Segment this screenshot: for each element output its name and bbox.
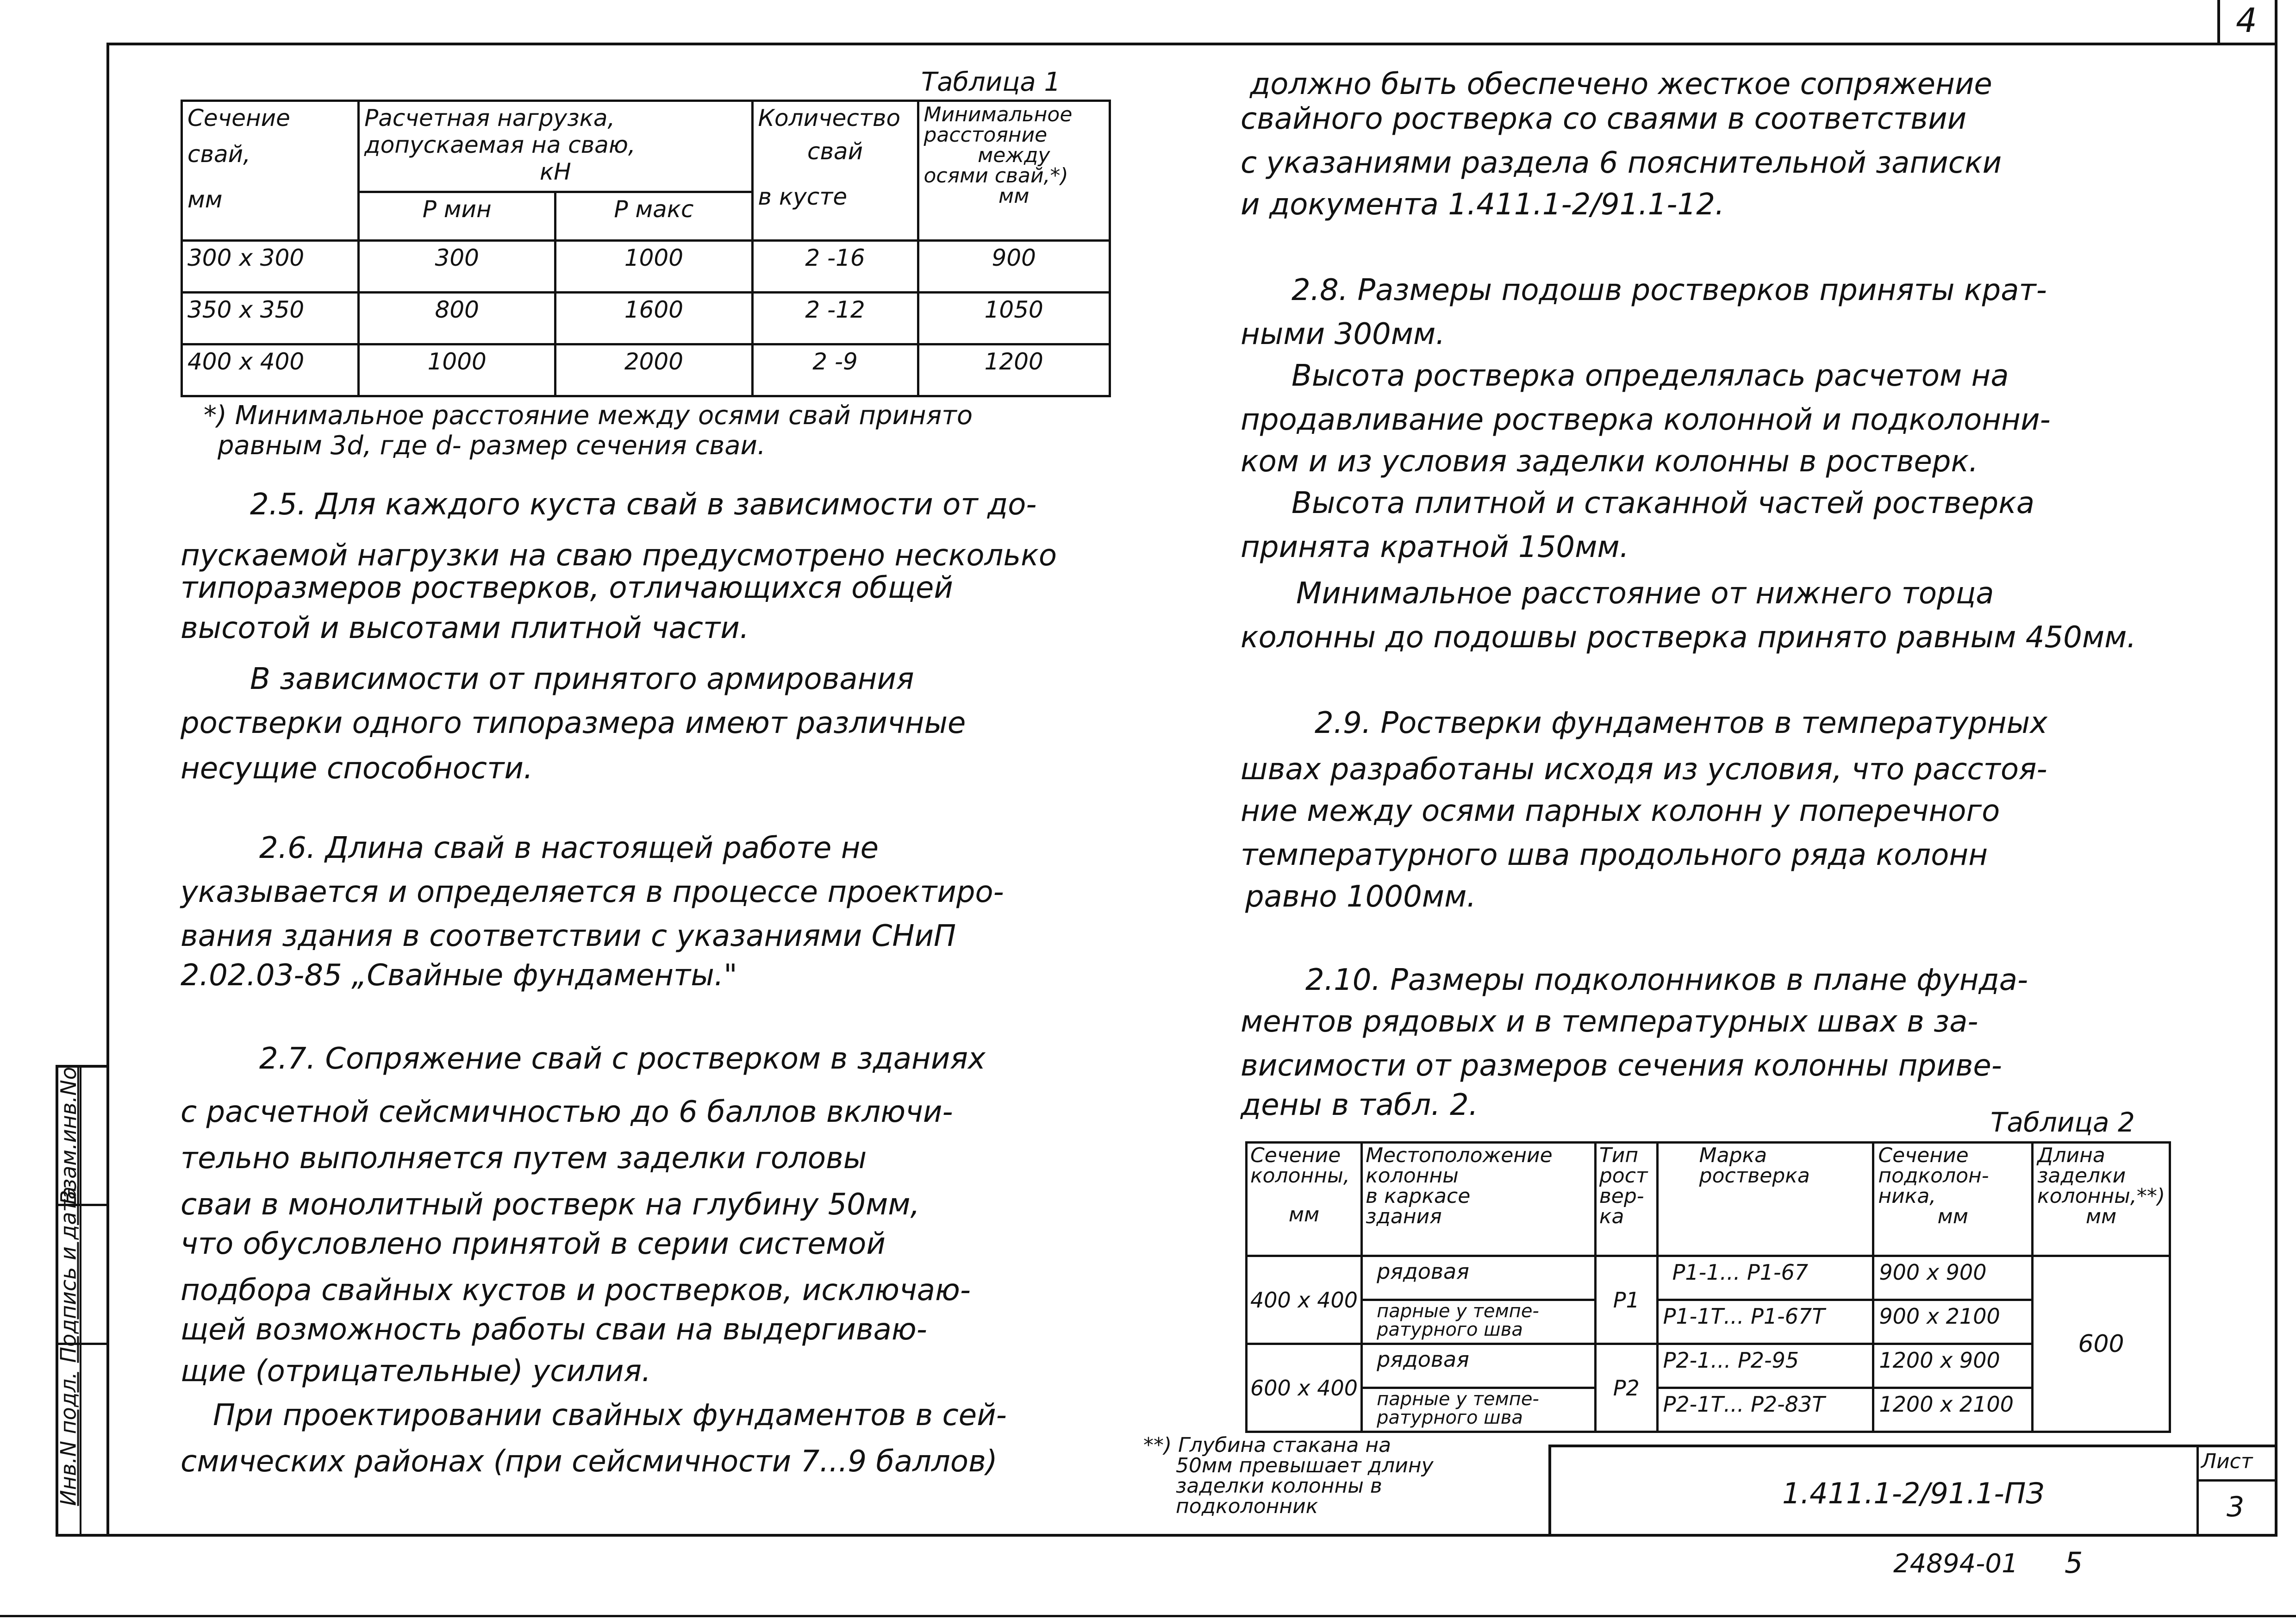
table2-cell-pod: 1200 x 900 [1873,1344,2033,1388]
left-text-line: что обусловлено принятой в серии системой [181,1227,886,1261]
table2-cell-location: парные у темпе- ратурного шва [1362,1300,1596,1344]
bottom-code-num: 5 [2065,1546,2083,1580]
left-text-line: несущие способности. [181,751,533,786]
table2-caption: Таблица 2 [1990,1107,2135,1138]
table1-cell-section: 300 x 300 [182,241,359,293]
table1-row [182,293,1110,344]
table2-row [1247,1344,2170,1388]
table1-footnote-2: равным 3d, где d- размер сечения сваи. [218,431,766,461]
left-text-line: 2.5. Для каждого куста свай в зависимости от до- [250,488,1037,522]
table1-h-pmax: Р макс [614,196,694,223]
table2 [1245,1141,2171,1433]
table1-cell-pmax: 1600 [555,293,752,344]
table1-cell-pmin: 1000 [359,344,555,396]
frame-right-line [2275,0,2277,1537]
sheet-number: 3 [2227,1491,2245,1523]
table1-cell-count: 2 -12 [752,293,918,344]
table2-cell-type: Р1 [1595,1256,1657,1344]
table1-footnote-1: *) Минимальное расстояние между осями свай принято [204,400,973,431]
table2-cell-mark: Р2-1Т... Р2-83Т [1657,1388,1873,1432]
table2-cell-col-section: 400 x 400 [1247,1256,1362,1344]
sheet-label-divider [2196,1479,2275,1482]
table2-h-pod-section: Сечение подколон- ника, мм [1873,1143,2033,1256]
left-text-line: щей возможность работы сваи на выдергиваю- [181,1313,927,1347]
bottom-code: 24894-01 [1893,1549,2018,1579]
table2-cell-pod: 1200 x 2100 [1873,1388,2033,1432]
right-text-line: Высота ростверка определялась расчетом на [1292,359,2009,393]
table2-cell-location: рядовая [1362,1256,1596,1300]
right-text-line: принята кратной 150мм. [1241,530,1629,564]
right-text-line: свайного ростверка со сваями в соответствии [1241,102,1967,136]
table1-cell-count: 2 -9 [752,344,918,396]
left-text-line: пускаемой нагрузки на сваю предусмотрено несколько [181,538,1057,573]
table2-cell-pod: 900 x 900 [1873,1256,2033,1300]
left-text-line: При проектировании свайных фундаментов в сей- [213,1398,1007,1432]
left-text-line: высотой и высотами плитной части. [181,611,749,645]
right-text-line: 2.10. Размеры подколонников в плане фунда- [1305,963,2028,997]
left-text-line: ростверки одного типоразмера имеют различные [181,706,966,740]
right-text-line: 2.9. Ростверки фундаментов в температурных [1315,706,2047,740]
page-bottom-line [0,1615,2296,1617]
sheet-label: Лист [2201,1450,2253,1473]
right-text-line: ными 300мм. [1241,317,1445,351]
right-text-line: швах разработаны исходя из условия, что расстоя- [1241,752,2047,787]
table2-h-col-section: Сечение колонны, мм [1247,1143,1362,1256]
left-text-line: сваи в монолитный ростверк на глубину 50мм, [181,1188,920,1222]
left-text-line: указывается и определяется в процессе проектиро- [181,875,1004,909]
table1-cell-section: 350 x 350 [182,293,359,344]
right-text-line: Высота плитной и стаканной частей ростверка [1292,486,2035,520]
table2-h-location: Местоположение колонны в каркасе здания [1362,1143,1596,1256]
table2-cell-type: Р2 [1595,1344,1657,1432]
side-stamp-signature: Подпись и дата [56,1186,81,1363]
right-text-line: продавливание ростверка колонной и подколонни- [1241,403,2051,437]
table2-cell-location: парные у темпе- ратурного шва [1362,1388,1596,1432]
right-text-line: дены в табл. 2. [1241,1088,1479,1122]
left-text-line: 2.7. Сопряжение свай с ростверком в зданиях [259,1042,986,1076]
right-text-line: ментов рядовых и в температурных швах в за- [1241,1005,1978,1039]
right-text-line: 2.8. Размеры подошв ростверков приняты крат- [1292,273,2047,307]
left-text-line: подбора свайных кустов и ростверков, исключаю- [181,1273,971,1307]
right-text-line: и документа 1.411.1-2/91.1-12. [1241,188,1725,222]
right-text-line: температурного шва продольного ряда колонн [1241,838,1988,872]
table1-cell-pmax: 1000 [555,241,752,293]
table2-row [1247,1388,2170,1432]
left-text-line: вания здания в соответствии с указаниями СНиП [181,919,956,953]
table2-cell-col-section: 600 x 400 [1247,1344,1362,1432]
right-text-line: с указаниями раздела 6 пояснительной записки [1241,146,2002,180]
table1-h-section: Сечение свай, мм [182,101,359,241]
left-text-line: типоразмеров ростверков, отличающихся общей [181,571,953,605]
left-text-line: тельно выполняется путем заделки головы [181,1141,867,1176]
table2-cell-pod: 900 x 2100 [1873,1300,2033,1344]
left-text-line: 2.6. Длина свай в настоящей работе не [259,831,879,865]
doc-code: 1.411.1-2/91.1-ПЗ [1782,1476,2045,1510]
table1-cell-dist: 1200 [918,344,1110,396]
table1-h-pmin: Р мин [360,193,556,239]
table2-h-mark: Марка ростверка [1657,1143,1873,1256]
table1-caption: Таблица 1 [921,67,1061,97]
right-text-line: должно быть обеспечено жесткое сопряжение [1250,67,1992,101]
table2-h-type: Тип рост вер- ка [1595,1143,1657,1256]
table1-h-dist: Минимальное расстояние между осями свай,*) мм [918,101,1110,241]
frame-bottom-line [56,1534,2277,1537]
table2-cell-mark: Р1-1... Р1-67 [1657,1256,1873,1300]
table2-cell-location: рядовая [1362,1344,1596,1388]
left-text-line: В зависимости от принятого армирования [250,662,914,696]
table2-h-depth: Длина заделки колонны,**) мм [2033,1143,2170,1256]
left-text-line: с расчетной сейсмичностью до 6 баллов включи- [181,1095,953,1129]
table2-row [1247,1300,2170,1344]
right-text-line: ком и из условия заделки колонны в ростверк. [1241,444,1978,479]
table1-cell-section: 400 x 400 [182,344,359,396]
table1-cell-pmax: 2000 [555,344,752,396]
right-text-line: равно 1000мм. [1245,880,1476,914]
table1-h-count: Количество свай в кусте [752,101,918,241]
right-text-line: колонны до подошвы ростверка принято равным 450мм. [1241,620,2136,655]
table1 [181,100,1111,397]
frame-top-line [106,43,2277,45]
table2-cell-depth: 600 [2033,1256,2170,1432]
right-text-line: ние между осями парных колонн у поперечного [1241,794,2000,828]
table1-cell-dist: 1050 [918,293,1110,344]
right-text-line: висимости от размеров сечения колонны приве- [1241,1049,2002,1083]
title-block-divider [2196,1445,2199,1534]
table1-row [182,241,1110,293]
table2-cell-mark: Р2-1... Р2-95 [1657,1344,1873,1388]
table1-row [182,344,1110,396]
table1-h-load: Расчетная нагрузка, допускаемая на сваю, кН Р мин Р макс [359,101,752,241]
side-stamp-replace: Взам.инв.No [56,1066,81,1205]
table2-cell-mark: Р1-1Т... Р1-67Т [1657,1300,1873,1344]
table2-row [1247,1256,2170,1300]
right-text-line: Минимальное расстояние от нижнего торца [1296,576,1994,611]
corner-number: 4 [2236,1,2257,40]
left-text-line: смических районах (при сейсмичности 7...9 баллов) [181,1445,998,1479]
side-stamp-inv: Инв.N подл. [56,1371,81,1506]
table2-footnote: **) Глубина стакана на 50мм превышает длину заделки колонны в подколонник [1143,1433,1434,1518]
table1-cell-count: 2 -16 [752,241,918,293]
left-text-line: 2.02.03-85 „Свайные фундаменты." [181,958,737,993]
left-text-line: щие (отрицательные) усилия. [181,1354,651,1389]
table1-cell-pmin: 800 [359,293,555,344]
table1-cell-dist: 900 [918,241,1110,293]
table1-cell-pmin: 300 [359,241,555,293]
